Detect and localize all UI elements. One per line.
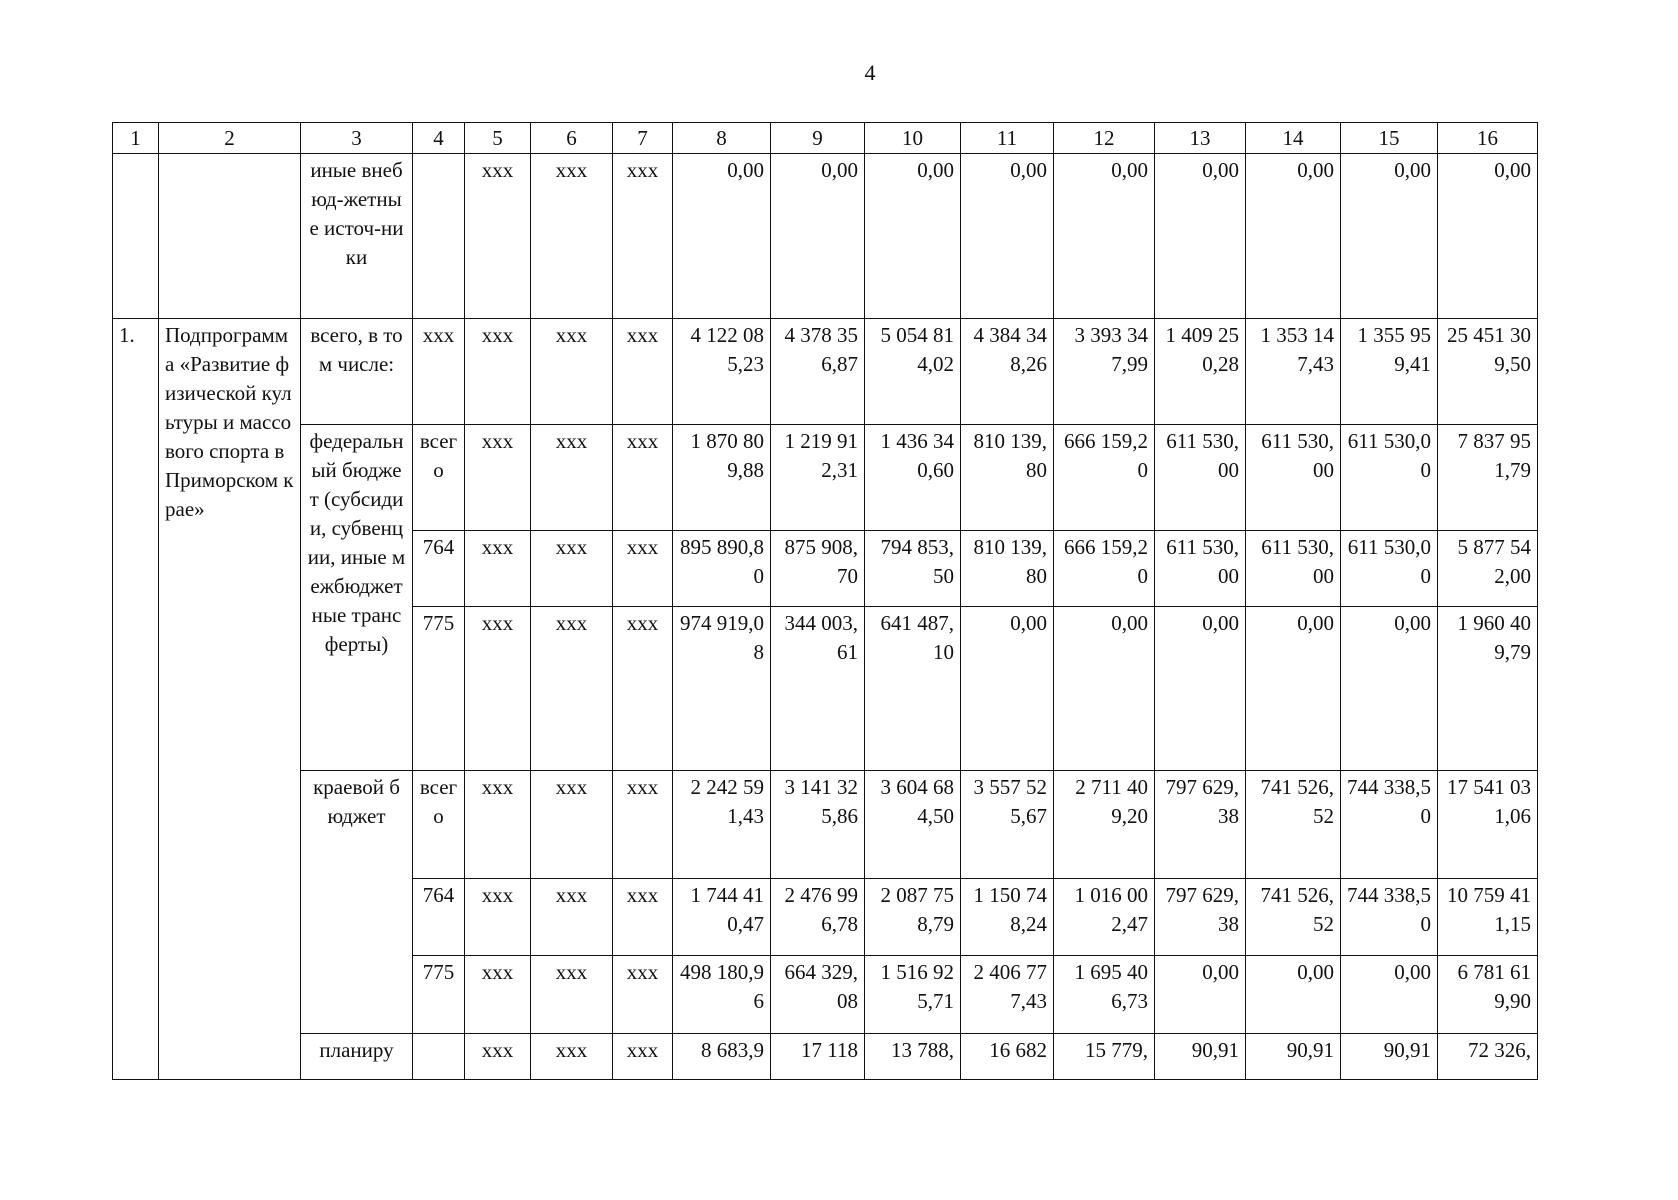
value-cell: 0,00 [1054, 154, 1155, 319]
table-cell: 775 [413, 607, 465, 771]
header-cell: 16 [1438, 123, 1538, 154]
table-cell: ххх [413, 319, 465, 425]
table-cell: всего [413, 771, 465, 879]
value-cell: 0,00 [673, 154, 771, 319]
subprogram-name-cell: Подпрограмма «Развитие физической культуры и массового спорта в Приморском крае» [159, 319, 301, 1080]
header-cell: 3 [301, 123, 413, 154]
table-row [113, 425, 1538, 531]
value-cell: 3 141 325,86 [771, 771, 865, 879]
table-cell: ххх [465, 879, 531, 956]
value-cell: 611 530,00 [1341, 531, 1438, 607]
header-cell: 10 [865, 123, 961, 154]
value-cell: 3 557 525,67 [961, 771, 1054, 879]
value-cell: 0,00 [1246, 154, 1341, 319]
header-cell: 11 [961, 123, 1054, 154]
value-cell: 664 329,08 [771, 956, 865, 1034]
value-cell: 4 122 085,23 [673, 319, 771, 425]
value-cell: 0,00 [961, 154, 1054, 319]
value-cell: 2 476 996,78 [771, 879, 865, 956]
value-cell: 2 087 758,79 [865, 879, 961, 956]
table-cell: ххх [531, 879, 613, 956]
table-cell: ххх [531, 425, 613, 531]
value-cell: 0,00 [961, 607, 1054, 771]
header-cell: 2 [159, 123, 301, 154]
value-cell: 794 853,50 [865, 531, 961, 607]
value-cell: 0,00 [1155, 154, 1246, 319]
table-row [113, 771, 1538, 879]
value-cell: 6 781 619,90 [1438, 956, 1538, 1034]
value-cell: 1 744 410,47 [673, 879, 771, 956]
table-cell: 775 [413, 956, 465, 1034]
value-cell: 0,00 [865, 154, 961, 319]
header-cell: 12 [1054, 123, 1155, 154]
table-cell: ххх [465, 319, 531, 425]
value-cell: 895 890,80 [673, 531, 771, 607]
value-cell: 1 150 748,24 [961, 879, 1054, 956]
value-cell: 641 487,10 [865, 607, 961, 771]
table-cell: ххх [613, 319, 673, 425]
value-cell: 744 338,50 [1341, 771, 1438, 879]
table-cell: ххх [465, 1034, 531, 1080]
table-cell: ххх [613, 956, 673, 1034]
budget-table [112, 122, 1538, 1080]
table-cell: ххх [465, 425, 531, 531]
value-cell: 741 526,52 [1246, 771, 1341, 879]
header-cell: 15 [1341, 123, 1438, 154]
header-cell: 6 [531, 123, 613, 154]
value-cell: 666 159,20 [1054, 425, 1155, 531]
table-cell: ххх [531, 607, 613, 771]
table-cell: ххх [531, 1034, 613, 1080]
table-cell: ххх [613, 425, 673, 531]
table-cell: 764 [413, 531, 465, 607]
value-cell: 810 139,80 [961, 531, 1054, 607]
table-cell: ххх [613, 879, 673, 956]
value-cell: 4 384 348,26 [961, 319, 1054, 425]
table-cell: ххх [531, 319, 613, 425]
value-cell: 7 837 951,79 [1438, 425, 1538, 531]
value-cell: 0,00 [1054, 607, 1155, 771]
table-cell: ххх [613, 531, 673, 607]
value-cell: 1 355 959,41 [1341, 319, 1438, 425]
header-cell: 13 [1155, 123, 1246, 154]
header-cell: 9 [771, 123, 865, 154]
value-cell: 2 406 777,43 [961, 956, 1054, 1034]
funding-source-cell: федеральный бюджет (субсидии, субвенции, иные межбюджетные трансферты) [301, 425, 413, 771]
table-cell: 764 [413, 879, 465, 956]
value-cell: 875 908,70 [771, 531, 865, 607]
value-cell: 810 139,80 [961, 425, 1054, 531]
value-cell: 90,91 [1341, 1034, 1438, 1080]
table-cell: ххх [613, 154, 673, 319]
value-cell: 611 530,00 [1155, 425, 1246, 531]
value-cell: 2 242 591,43 [673, 771, 771, 879]
funding-source-cell: краевой бюджет [301, 771, 413, 1034]
table-cell: всего [413, 425, 465, 531]
table-cell: ххх [465, 771, 531, 879]
value-cell: 0,00 [1246, 956, 1341, 1034]
value-cell: 1 353 147,43 [1246, 319, 1341, 425]
header-cell: 14 [1246, 123, 1341, 154]
table-cell: ххх [465, 607, 531, 771]
value-cell: 25 451 309,50 [1438, 319, 1538, 425]
table-cell: ххх [613, 607, 673, 771]
value-cell: 3 393 347,99 [1054, 319, 1155, 425]
header-cell: 8 [673, 123, 771, 154]
value-cell: 90,91 [1246, 1034, 1341, 1080]
value-cell: 0,00 [1341, 154, 1438, 319]
value-cell: 3 604 684,50 [865, 771, 961, 879]
header-cell: 5 [465, 123, 531, 154]
value-cell: 344 003,61 [771, 607, 865, 771]
table-cell: ххх [531, 531, 613, 607]
value-cell: 10 759 411,15 [1438, 879, 1538, 956]
table-cell: ххх [531, 956, 613, 1034]
table-row [113, 1034, 1538, 1080]
value-cell: 1 695 406,73 [1054, 956, 1155, 1034]
table-cell: ххх [465, 154, 531, 319]
value-cell: 0,00 [771, 154, 865, 319]
table-cell [413, 1034, 465, 1080]
value-cell: 0,00 [1246, 607, 1341, 771]
value-cell: 15 779, [1054, 1034, 1155, 1080]
table-cell: ххх [531, 771, 613, 879]
value-cell: 611 530,00 [1246, 425, 1341, 531]
value-cell: 1 219 912,31 [771, 425, 865, 531]
value-cell: 498 180,96 [673, 956, 771, 1034]
value-cell: 5 877 542,00 [1438, 531, 1538, 607]
value-cell: 90,91 [1155, 1034, 1246, 1080]
header-cell: 1 [113, 123, 159, 154]
value-cell: 1 516 925,71 [865, 956, 961, 1034]
table-cell [159, 154, 301, 319]
value-cell: 2 711 409,20 [1054, 771, 1155, 879]
value-cell: 5 054 814,02 [865, 319, 961, 425]
value-cell: 8 683,9 [673, 1034, 771, 1080]
value-cell: 741 526,52 [1246, 879, 1341, 956]
table-cell: ххх [531, 154, 613, 319]
value-cell: 13 788, [865, 1034, 961, 1080]
page-number: 4 [864, 60, 876, 85]
value-cell: 1 870 809,88 [673, 425, 771, 531]
value-cell: 4 378 356,87 [771, 319, 865, 425]
value-cell: 0,00 [1341, 956, 1438, 1034]
value-cell: 611 530,00 [1341, 425, 1438, 531]
header-row [113, 123, 1538, 154]
header-cell: 4 [413, 123, 465, 154]
value-cell: 17 541 031,06 [1438, 771, 1538, 879]
value-cell: 974 919,08 [673, 607, 771, 771]
funding-source-cell: всего, в том числе: [301, 319, 413, 425]
value-cell: 0,00 [1438, 154, 1538, 319]
value-cell: 1 436 340,60 [865, 425, 961, 531]
value-cell: 797 629,38 [1155, 879, 1246, 956]
value-cell: 611 530,00 [1155, 531, 1246, 607]
table-cell: ххх [465, 531, 531, 607]
value-cell: 16 682 [961, 1034, 1054, 1080]
table-cell [413, 154, 465, 319]
table-row [113, 319, 1538, 425]
value-cell: 1 409 250,28 [1155, 319, 1246, 425]
row-number-cell: 1. [113, 319, 159, 1080]
value-cell: 0,00 [1155, 607, 1246, 771]
funding-source-cell: иные внебюд-жетные источ-ники [301, 154, 413, 319]
value-cell: 17 118 [771, 1034, 865, 1080]
table-row [113, 154, 1538, 319]
header-cell: 7 [613, 123, 673, 154]
value-cell: 0,00 [1155, 956, 1246, 1034]
table-cell: ххх [613, 1034, 673, 1080]
value-cell: 72 326, [1438, 1034, 1538, 1080]
table-cell [113, 154, 159, 319]
table-cell: ххх [465, 956, 531, 1034]
table-cell: ххх [613, 771, 673, 879]
value-cell: 1 960 409,79 [1438, 607, 1538, 771]
value-cell: 611 530,00 [1246, 531, 1341, 607]
funding-source-cell: планиру [301, 1034, 413, 1080]
value-cell: 0,00 [1341, 607, 1438, 771]
value-cell: 1 016 002,47 [1054, 879, 1155, 956]
value-cell: 744 338,50 [1341, 879, 1438, 956]
value-cell: 666 159,20 [1054, 531, 1155, 607]
value-cell: 797 629,38 [1155, 771, 1246, 879]
